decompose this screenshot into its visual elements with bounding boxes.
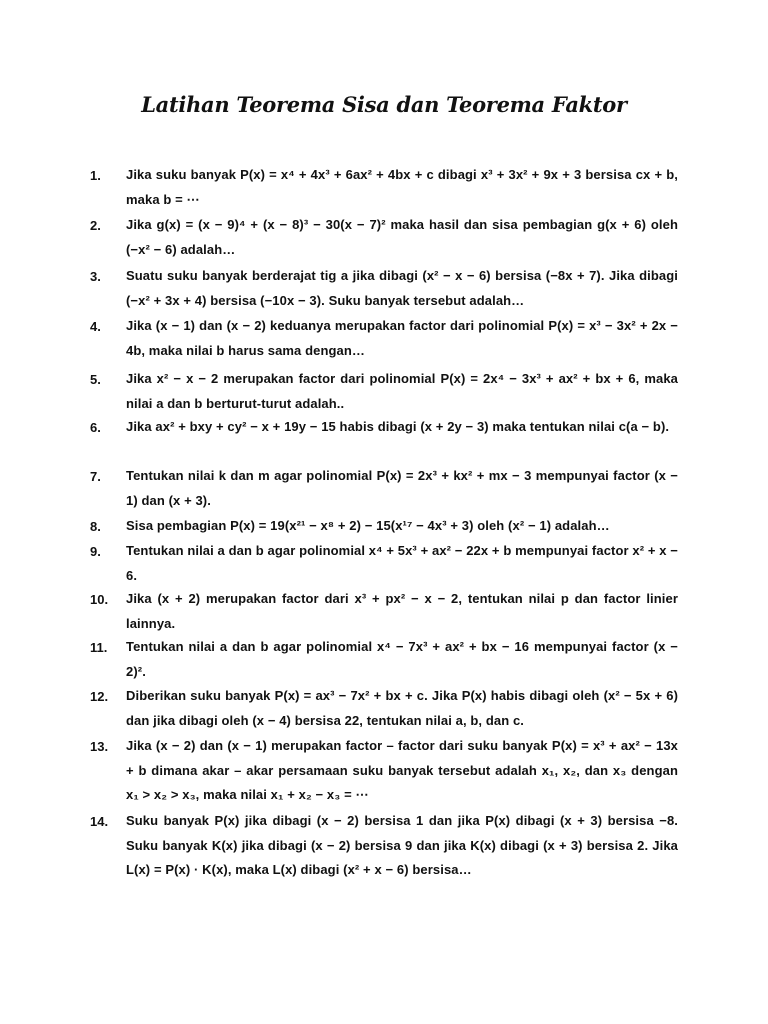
problem-text: Jika (x + 2) merupakan factor dari x³ + px² − x − 2, tentukan nilai p dan factor linier lainnya. [126,591,678,631]
problem-text: Tentukan nilai a dan b agar polinomial x⁴ + 5x³ + ax² − 22x + b mempunyai factor x² + x − 6. [126,543,678,583]
page-title: Latihan Teorema Sisa dan Teorema Faktor [141,92,627,117]
problem-text: Tentukan nilai a dan b agar polinomial x⁴ − 7x³ + ax² + bx − 16 mempunyai factor (x − 2)². [126,639,678,679]
problem-text: Tentukan nilai k dan m agar polinomial P(x) = 2x³ + kx² + mx − 3 mempunyai factor (x − 1) dan (x + 3). [126,468,678,508]
problem-text: Jika g(x) = (x − 9)⁴ + (x − 8)³ − 30(x − 7)² maka hasil dan sisa pembagian g(x + 6) oleh (−x² − 6) adalah… [126,217,678,257]
problem-number: 3. [90,269,101,284]
problem-number: 14. [90,814,109,829]
problem-number: 5. [90,372,101,387]
problem-number: 13. [90,739,109,754]
problem-number: 11. [90,640,108,655]
problem-number: 6. [90,420,101,435]
problem-text: Jika ax² + bxy + cy² − x + 19y − 15 habis dibagi (x + 2y − 3) maka tentukan nilai c(a − b). [126,419,670,434]
problem-text: Diberikan suku banyak P(x) = ax³ − 7x² + bx + c. Jika P(x) habis dibagi oleh (x² − 5x + 6) dan jika dibagi oleh (x − 4) bersisa 22, tentukan nilai a, b, dan c. [126,688,678,728]
problem-number: 2. [90,218,101,233]
problem-number: 8. [90,519,101,534]
problem-text: Jika x² − x − 2 merupakan factor dari polinomial P(x) = 2x⁴ − 3x³ + ax² + bx + 6, maka nilai a dan b berturut-turut adalah.. [126,371,678,411]
problem-number: 1. [90,168,101,183]
problem-text: Jika suku banyak P(x) = x⁴ + 4x³ + 6ax² + 4bx + c dibagi x³ + 3x² + 9x + 3 bersisa cx + b, maka b = ⋯ [126,167,678,207]
problem-text: Jika (x − 1) dan (x − 2) keduanya merupakan factor dari polinomial P(x) = x³ − 3x² + 2x − 4b, maka nilai b harus sama dengan… [126,318,678,358]
problem-number: 4. [90,319,101,334]
problem-text: Sisa pembagian P(x) = 19(x²¹ − x⁸ + 2) − 15(x¹⁷ − 4x³ + 3) oleh (x² − 1) adalah… [126,518,610,533]
problem-text: Suatu suku banyak berderajat tig a jika dibagi (x² − x − 6) bersisa (−8x + 7). Jika dibagi (−x² + 3x + 4) bersisa (−10x − 3). Suku banyak tersebut adalah… [126,268,678,308]
problem-text: Jika (x − 2) dan (x − 1) merupakan factor – factor dari suku banyak P(x) = x³ + ax² − 13x + b dimana akar – akar persamaan suku banyak tersebut adalah x₁, x₂, dan x₃ dengan x₁ > x₂ > x₃, maka nilai x₁ + x₂ − x₃ = ⋯ [126,738,678,802]
problem-number: 7. [90,469,101,484]
problem-number: 10. [90,592,109,607]
problem-text: Suku banyak P(x) jika dibagi (x − 2) bersisa 1 dan jika P(x) dibagi (x + 3) bersisa −8. Suku banyak K(x) jika dibagi (x − 2) bersisa 9 dan jika K(x) dibagi (x + 3) bersisa 2. Jika L(x) = P(x) · K(x), maka L(x) dibagi (x² + x − 6) bersisa… [126,813,678,877]
problem-number: 9. [90,544,101,559]
problem-number: 12. [90,689,109,704]
